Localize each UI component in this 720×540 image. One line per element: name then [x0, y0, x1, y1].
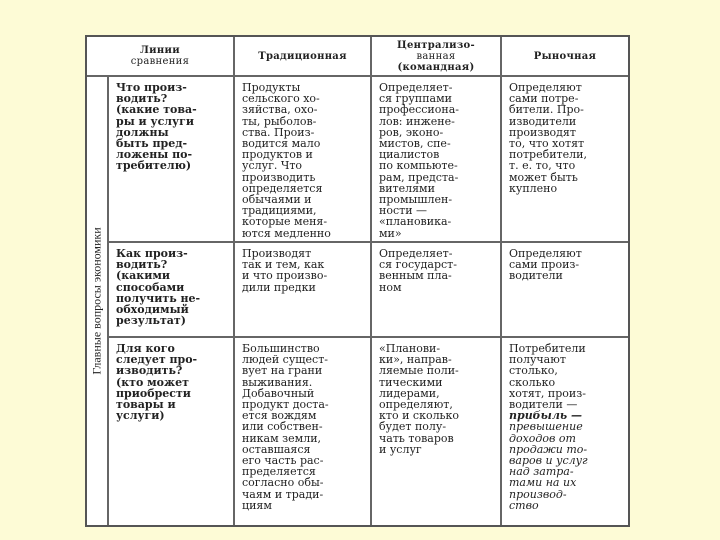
header-traditional: Традиционная — [235, 37, 372, 75]
cell-line: профессиона- — [379, 103, 459, 117]
traditional-cell — [235, 338, 372, 525]
cell-line: выживания. — [242, 375, 313, 389]
cell-line: определяют, — [379, 398, 453, 412]
cell-line: ки», направ- — [379, 353, 452, 367]
cell-line: производить — [242, 170, 316, 184]
traditional-cell — [235, 243, 372, 336]
cell-line: производят — [509, 125, 576, 139]
cell-line: которые меня- — [242, 215, 328, 229]
cell-line: ры и услуги — [116, 114, 194, 128]
cell-line: определяется — [242, 181, 323, 195]
cell-line: ты, рыболов- — [242, 114, 317, 128]
cell-line: водится мало — [242, 137, 321, 151]
cell-line: услуг. Что — [242, 159, 303, 173]
cell-line: бители. Про- — [509, 103, 584, 117]
cell-line: ми» — [379, 226, 402, 240]
cell-line: тами на их — [509, 476, 577, 490]
header-text: (командная) — [397, 61, 475, 73]
cell-line: Что произ- — [116, 81, 187, 94]
command-cell — [372, 77, 502, 241]
cell-line: чаям и тради- — [242, 487, 324, 501]
cell-line: услуги) — [116, 409, 165, 423]
cell-line: продукт доста- — [242, 398, 329, 412]
cell-line: потребители, — [509, 148, 587, 162]
cell-line: (какими — [116, 269, 171, 283]
header-market: Рыночная — [533, 50, 597, 62]
cell-line: сами произ- — [509, 258, 580, 272]
cell-line: получают — [509, 353, 566, 367]
cell-line: обходимый — [116, 303, 189, 317]
cell-line: ся группами — [379, 92, 452, 106]
cell-line: циалистов — [379, 148, 440, 162]
cell-line: Определяют — [509, 81, 582, 94]
cell-line: хотят, произ- — [509, 386, 586, 400]
cell-line: способами — [116, 280, 185, 294]
header-text: Линии — [140, 45, 180, 56]
cell-line: его часть рас- — [242, 454, 324, 468]
cell-line: (какие това- — [116, 103, 197, 117]
cell-line: ном — [379, 280, 402, 294]
side-label: Главные вопросы экономики — [89, 227, 104, 375]
cell-line: продуктов и — [242, 148, 313, 162]
cell-line: продажи то- — [509, 442, 588, 456]
cell-line: или собствен- — [242, 420, 323, 434]
cell-line: приобрести — [116, 386, 191, 400]
cell-line: мистов, спе- — [379, 137, 451, 151]
cell-line: кто и сколько — [379, 409, 460, 423]
cell-line: оставшаяся — [242, 442, 311, 456]
header-text: ванная — [416, 50, 456, 62]
cell-line: получить не- — [116, 291, 201, 305]
cell-line: производ- — [509, 487, 567, 501]
cell-line: ется вождям — [242, 409, 317, 423]
cell-line: будет полу- — [379, 420, 447, 434]
cell-line: пределяется — [242, 465, 316, 479]
command-cell — [372, 338, 502, 525]
header-comparison-lines — [87, 37, 235, 75]
cell-line: следует про- — [116, 353, 198, 367]
cell-line: ство — [509, 498, 539, 512]
cell-line: Потребители — [509, 342, 586, 355]
question-cell — [109, 243, 235, 336]
cell-line: превышение — [509, 420, 583, 434]
cell-line: вует на грани — [242, 364, 323, 378]
cell-line: «плановика- — [379, 215, 452, 229]
side-label-cell — [87, 77, 109, 525]
cell-line: водить? — [116, 258, 168, 272]
cell-line: водители — — [509, 398, 578, 412]
cell-line: должны — [116, 125, 169, 139]
cell-line: по компьюте- — [379, 159, 458, 173]
command-cell — [372, 243, 502, 336]
cell-line: водители — [509, 269, 563, 283]
cell-line: дили предки — [242, 280, 316, 294]
cell-line: Определяют — [509, 247, 582, 260]
cell-line: доходов от — [509, 431, 576, 445]
cell-line: ров, эконо- — [379, 125, 444, 139]
cell-line: Большинство — [242, 342, 320, 355]
cell-line: то, что хотят — [509, 137, 585, 151]
cell-line: венным пла- — [379, 269, 452, 283]
cell-line: ся государст- — [379, 258, 457, 272]
cell-line: традициями, — [242, 204, 317, 218]
header-text: сравнения — [130, 56, 190, 67]
cell-line: и услуг — [379, 442, 422, 456]
cell-line: быть пред- — [116, 137, 188, 151]
cell-line: Производят — [242, 247, 312, 260]
cell-line: Для кого — [116, 342, 175, 355]
cell-line: изводители — [509, 114, 577, 128]
header-text: Централизо- — [397, 39, 475, 51]
cell-line: столько, — [509, 364, 558, 378]
cell-line: над затра- — [509, 465, 574, 479]
cell-line: сами потре- — [509, 92, 579, 106]
cell-line: лов: инжене- — [379, 114, 455, 128]
market-cell — [502, 77, 628, 241]
cell-line: может быть — [509, 170, 578, 184]
cell-line: варов и услуг — [509, 454, 588, 468]
cell-line: ства. Произ- — [242, 125, 315, 139]
cell-line: никам земли, — [242, 431, 322, 445]
cell-line: Добавочный — [242, 386, 315, 400]
cell-line: вителями — [379, 181, 435, 195]
cell-line: ются медленно — [242, 226, 331, 240]
cell-line: обычаями и — [242, 193, 312, 207]
cell-line: так и тем, как — [242, 258, 325, 272]
question-cell — [109, 338, 235, 525]
cell-line: Продукты — [242, 81, 301, 94]
market-cell — [502, 243, 628, 336]
cell-line: тическими — [379, 375, 443, 389]
cell-line: Как произ- — [116, 247, 188, 260]
cell-line: Определяет- — [379, 81, 453, 94]
cell-line: ности — — [379, 204, 428, 218]
cell-line: «Планови- — [379, 342, 441, 355]
cell-line: куплено — [509, 181, 558, 195]
cell-line: Определяет- — [379, 247, 453, 260]
cell-line: ляемые поли- — [379, 364, 459, 378]
cell-line: и что произво- — [242, 269, 328, 283]
cell-line: циям — [242, 498, 272, 512]
cell-line: согласно обы- — [242, 476, 324, 490]
cell-line: сколько — [509, 375, 556, 389]
cell-line: т. е. то, что — [509, 159, 576, 173]
header-command — [372, 37, 502, 75]
cell-line: чать товаров — [379, 431, 454, 445]
economic-systems-table — [85, 35, 630, 527]
cell-line: (кто может — [116, 375, 189, 389]
cell-line: рам, предста- — [379, 170, 459, 184]
cell-line: зяйства, охо- — [242, 103, 318, 117]
cell-line: товары и — [116, 398, 176, 412]
cell-line: ложены по- — [116, 148, 193, 162]
question-cell — [109, 77, 235, 241]
cell-line: промышлен- — [379, 193, 453, 207]
cell-line: лидерами, — [379, 386, 440, 400]
cell-line: требителю) — [116, 159, 192, 173]
traditional-cell — [235, 77, 372, 241]
cell-line: прибыль — — [509, 409, 582, 423]
cell-line: водить? — [116, 92, 168, 106]
cell-line: результат) — [116, 314, 186, 328]
market-cell — [502, 338, 628, 525]
cell-line: людей сущест- — [242, 353, 329, 367]
cell-line: изводить? — [116, 364, 183, 378]
cell-line: сельского хо- — [242, 92, 320, 106]
